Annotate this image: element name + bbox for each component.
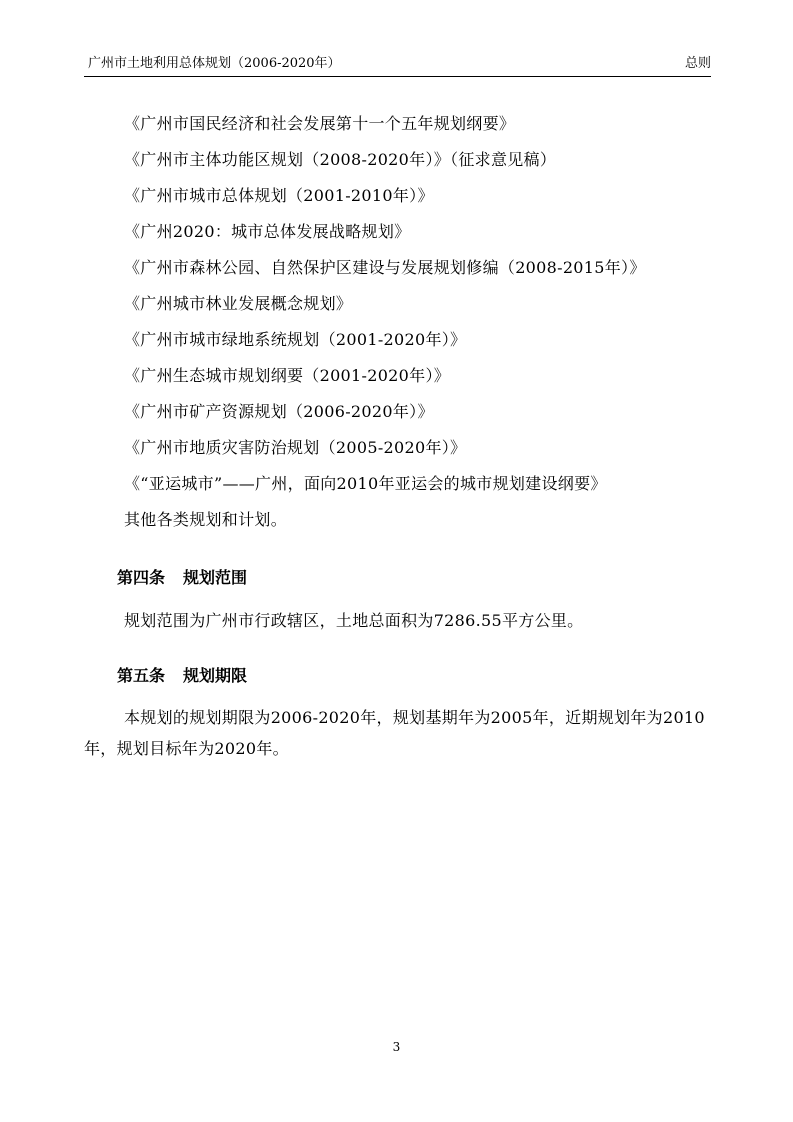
reference-item: 《广州2020：城市总体发展战略规划》 [124, 222, 411, 241]
article-4-text: 规划范围为广州市行政辖区，土地总面积为7286.55平方公里。 [124, 611, 584, 630]
article-4-number: 第四条 [117, 568, 166, 587]
reference-item: 《“亚运城市”——广州，面向2010年亚运会的城市规划建设纲要》 [124, 474, 607, 493]
reference-item: 《广州市城市总体规划（2001-2010年）》 [124, 186, 434, 205]
article-5-title: 规划期限 [183, 666, 248, 685]
header-section-name: 总则 [684, 56, 711, 71]
reference-item: 《广州市森林公园、自然保护区建设与发展规划修编（2008-2015年）》 [124, 258, 646, 277]
article-5-number: 第五条 [117, 666, 166, 685]
reference-item: 《广州市主体功能区规划（2008-2020年）》（征求意见稿） [124, 150, 557, 169]
article-4-heading [117, 566, 247, 590]
page-number: 3 [392, 1040, 401, 1054]
article-5-heading [117, 664, 247, 688]
reference-item: 《广州生态城市规划纲要（2001-2020年）》 [124, 366, 451, 385]
reference-item: 《广州市地质灾害防治规划（2005-2020年）》 [124, 438, 467, 457]
reference-item: 《广州城市林业发展概念规划》 [124, 294, 353, 313]
reference-item: 《广州市矿产资源规划（2006-2020年）》 [124, 402, 434, 421]
running-header [84, 52, 711, 77]
reference-item: 《广州市国民经济和社会发展第十一个五年规划纲要》 [124, 114, 516, 133]
reference-item: 《广州市城市绿地系统规划（2001-2020年）》 [124, 330, 467, 349]
article-5-text: 本规划的规划期限为2006-2020年，规划基期年为2005年，近期规划年为2010年，规划目标年为2020年。 [84, 708, 705, 758]
reference-item: 其他各类规划和计划。 [124, 510, 288, 529]
header-document-title: 广州市土地利用总体规划（2006-2020年） [88, 56, 341, 71]
reference-list [124, 106, 724, 538]
article-4-title: 规划范围 [183, 568, 248, 587]
